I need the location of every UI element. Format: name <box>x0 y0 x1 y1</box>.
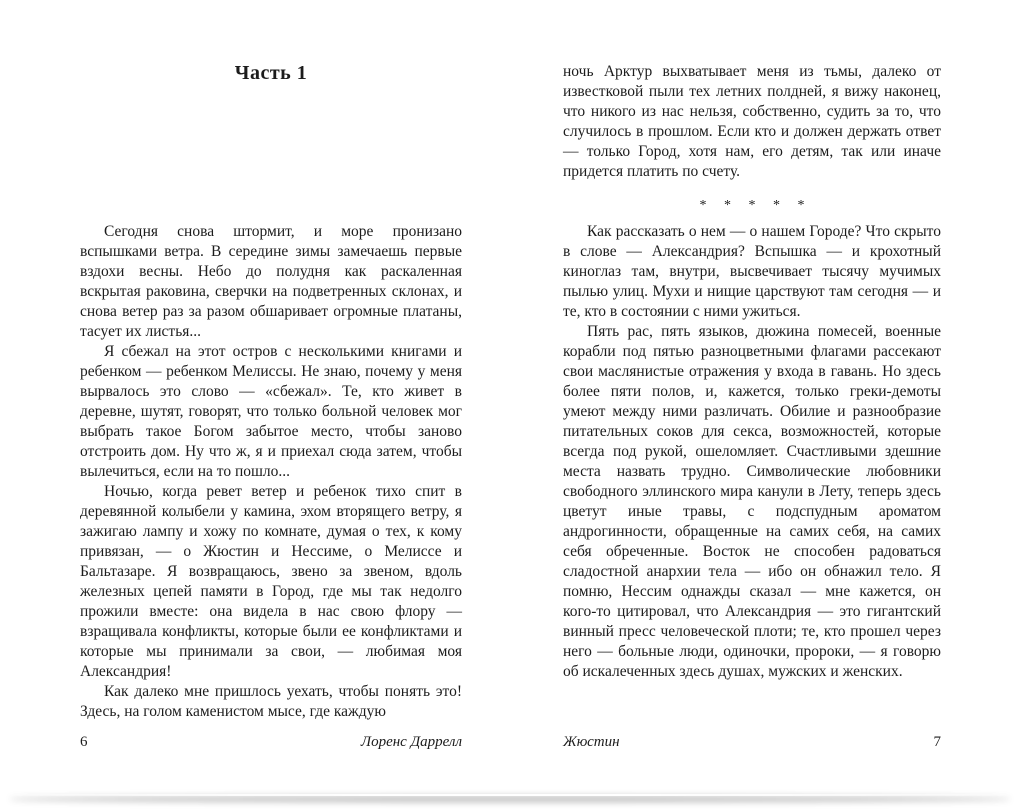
page-left <box>80 62 462 762</box>
page-footer-right <box>563 733 941 751</box>
paragraph-4: Как далеко мне пришлось уехать, чтобы понять это! Здесь, на голом каменистом мысе, где каждую <box>80 683 462 720</box>
page-number-right: 7 <box>933 734 941 750</box>
page-footer-left <box>80 733 462 751</box>
running-title-book: Жюстин <box>563 734 620 750</box>
paragraph-3: Ночью, когда ревет ветер и ребенок тихо спит в деревянной колыбели у камина, эхом вторящего ветру, я зажигаю лампу и хожу по комнате, думая о тех, к кому привязан, — о Жюстин и Нессиме, о Мелиссе и Бальтазаре. Я возвращаюсь, звено за звеном, вдоль железных цепей памяти в Город, где мы так недолго прожили вместе: она видела в нас свою флору — взращивала конфликты, которые были ее конфликтами и которые мы принимали за свои, — любимая моя Александрия! <box>80 483 462 680</box>
paragraph-continuation: ночь Арктур выхватывает меня из тьмы, далеко от известковой пыли тех летних полдней, я вижу наконец, что никого из нас нельзя, собственно, судить за то, что случилось в прошлом. Если кто и должен держать ответ — только Город, хотя нам, его детям, так или иначе придется платить по счету. <box>563 63 941 180</box>
paragraph-2: Я сбежал на этот остров с несколькими книгами и ребенком — ребенком Мелиссы. Не знаю, почему у меня вырвалось это слово — «сбежал». Те, кто живет в деревне, шутят, говорят, что только больной человек мог выбрать такое Богом забытое место, чтобы заново отстроить дом. Ну что ж, я и приехал сюда затем, чтобы вылечиться, если на то пошло... <box>80 343 462 480</box>
paragraph-5: Как рассказать о нем — о нашем Городе? Что скрыто в слове — Александрия? Вспышка — и крохотный киноглаз там, внутри, высвечивает тысячу мучимых пылью улиц. Мухи и нищие царствуют там сегодня — и те, кто в состоянии с ними ужиться. <box>563 223 941 320</box>
paragraph-6: Пять рас, пять языков, дюжина помесей, военные корабли под пятью разноцветными флагами рассекают свои маслянистые отражения у входа в гавань. Но здесь более пяти полов, и, кажется, только греки-демоты умеют между ними различать. Обилие и разнообразие питательных соков для секса, возможностей, которые всегда под рукой, ошеломляет. Счастливыми здешние места назвать трудно. Символические любовники свободного эллинского мира канули в Лету, теперь здесь цветут иные травы, с подспудным ароматом андрогинности, обращенные на самих себя, на самих себя обреченные. Восток не способен радоваться сладостной анархии тела — ибо он обнажил тело. Я помню, Нессим однажды сказал — мне кажется, он кого-то цитировал, что Александрия — это гигантский винный пресс человеческой плоти; те, кто прошел через него — больные люди, одиночки, пророки, — я говорю об искалеченных здесь душах, мужских и женских. <box>563 323 941 680</box>
section-separator: * * * * * <box>699 198 812 213</box>
page-bottom-shadow <box>12 794 1008 796</box>
running-title-author: Лоренс Даррелл <box>360 734 462 750</box>
chapter-title: Часть 1 <box>234 62 308 84</box>
page-right <box>563 62 941 762</box>
page-number-left: 6 <box>80 734 88 750</box>
paragraph-1: Сегодня снова штормит, и море пронизано вспышками ветра. В середине зимы замечаешь первые вздохи весны. Небо до полудня как раскаленная вскрытая раковина, сверчки на подветренных склонах, и снова ветер раз за разом обшаривает огромные платаны, тасует их листья... <box>80 223 462 340</box>
